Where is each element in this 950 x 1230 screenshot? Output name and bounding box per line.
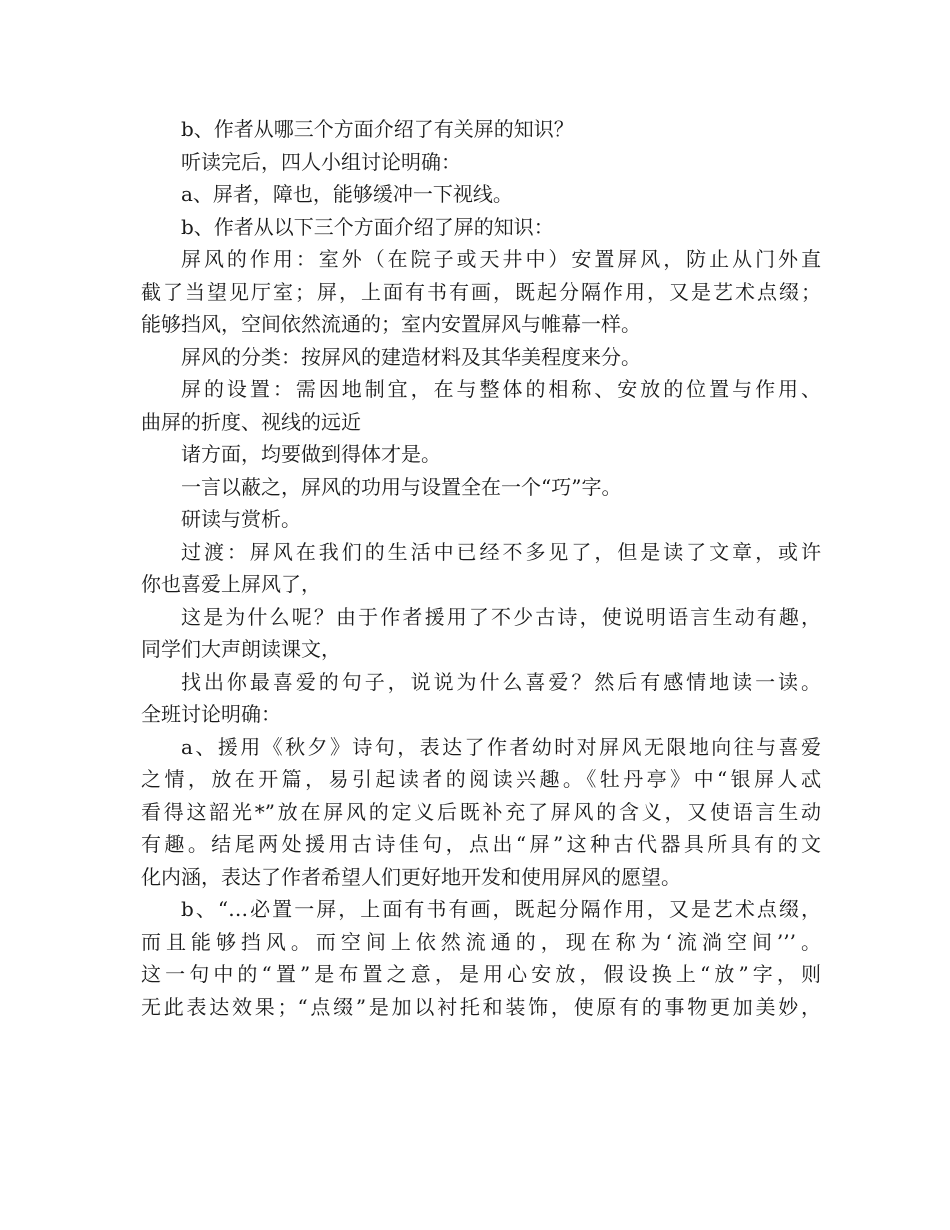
text-line: 一言以蔽之，屏风的功用与设置全在一个“巧”字。 [181,474,622,499]
text-line: a、援用《秋夕》诗句，表达了作者幼时对屏风无限地向往与喜爱 [181,734,821,759]
text-line: b、作者从哪三个方面介绍了有关屏的知识？ [181,117,574,141]
text-line: b、作者从以下三个方面介绍了屏的知识： [181,214,554,239]
text-line: 过渡：屏风在我们的生活中已经不多见了，但是读了文章，或许 [181,539,821,564]
text-line: 屏风的作用：室外（在院子或天井中）安置屏风，防止从门外直 [181,247,821,271]
text-line: 全班讨论明确： [141,702,281,726]
text-line: 无此表达效果；“点缀”是加以衬托和装饰，使原有的事物更加美妙， [141,994,821,1019]
text-line: 研读与赏析。 [181,507,301,531]
text-line: b、“…必置一屏，上面有书有画，既起分隔作用，又是艺术点缀， [181,897,821,921]
text-line: 曲屏的折度、视线的远近 [141,409,361,434]
document-body [141,113,821,1023]
text-line: 而且能够挡风。而空间上依然流通的，现在称为‘流淌空间’’’。 [141,929,821,954]
text-line: 化内涵，表达了作者希望人们更好地开发和使用屏风的愿望。 [141,864,681,889]
text-line: 听读完后，四人小组讨论明确： [181,149,461,174]
text-line: 有趣。结尾两处援用古诗佳句，点出“屏”这种古代器具所具有的文 [141,832,821,856]
text-line: 这一句中的“置”是布置之意，是用心安放，假设换上“放”字，则 [141,962,821,986]
text-line: 屏的设置：需因地制宜，在与整体的相称、安放的位置与作用、 [181,377,821,401]
text-line: 能够挡风，空间依然流通的；室内安置屏风与帷幕一样。 [141,312,641,336]
text-line: 之情，放在开篇，易引起读者的阅读兴趣。《牡丹亭》中“银屏人忒 [141,767,821,791]
text-line: a、屏者，障也，能够缓冲一下视线。 [181,182,513,206]
text-line: 截了当望见厅室；屏，上面有书有画，既起分隔作用，又是艺术点缀； [141,279,821,304]
text-line: 这是为什么呢？由于作者援用了不少古诗，使说明语言生动有趣， [181,604,821,629]
text-line: 看得这韶光*”放在屏风的定义后既补充了屏风的含义，又使语言生动 [141,799,821,824]
text-line: 同学们大声朗读课文， [141,637,341,661]
text-line: 诸方面，均要做到得体才是。 [181,442,441,466]
text-line: 屏风的分类：按屏风的建造材料及其华美程度来分。 [181,344,641,369]
text-line: 找出你最喜爱的句子，说说为什么喜爱？然后有感情地读一读。 [181,669,821,694]
text-line: 你也喜爱上屏风了， [141,572,321,596]
